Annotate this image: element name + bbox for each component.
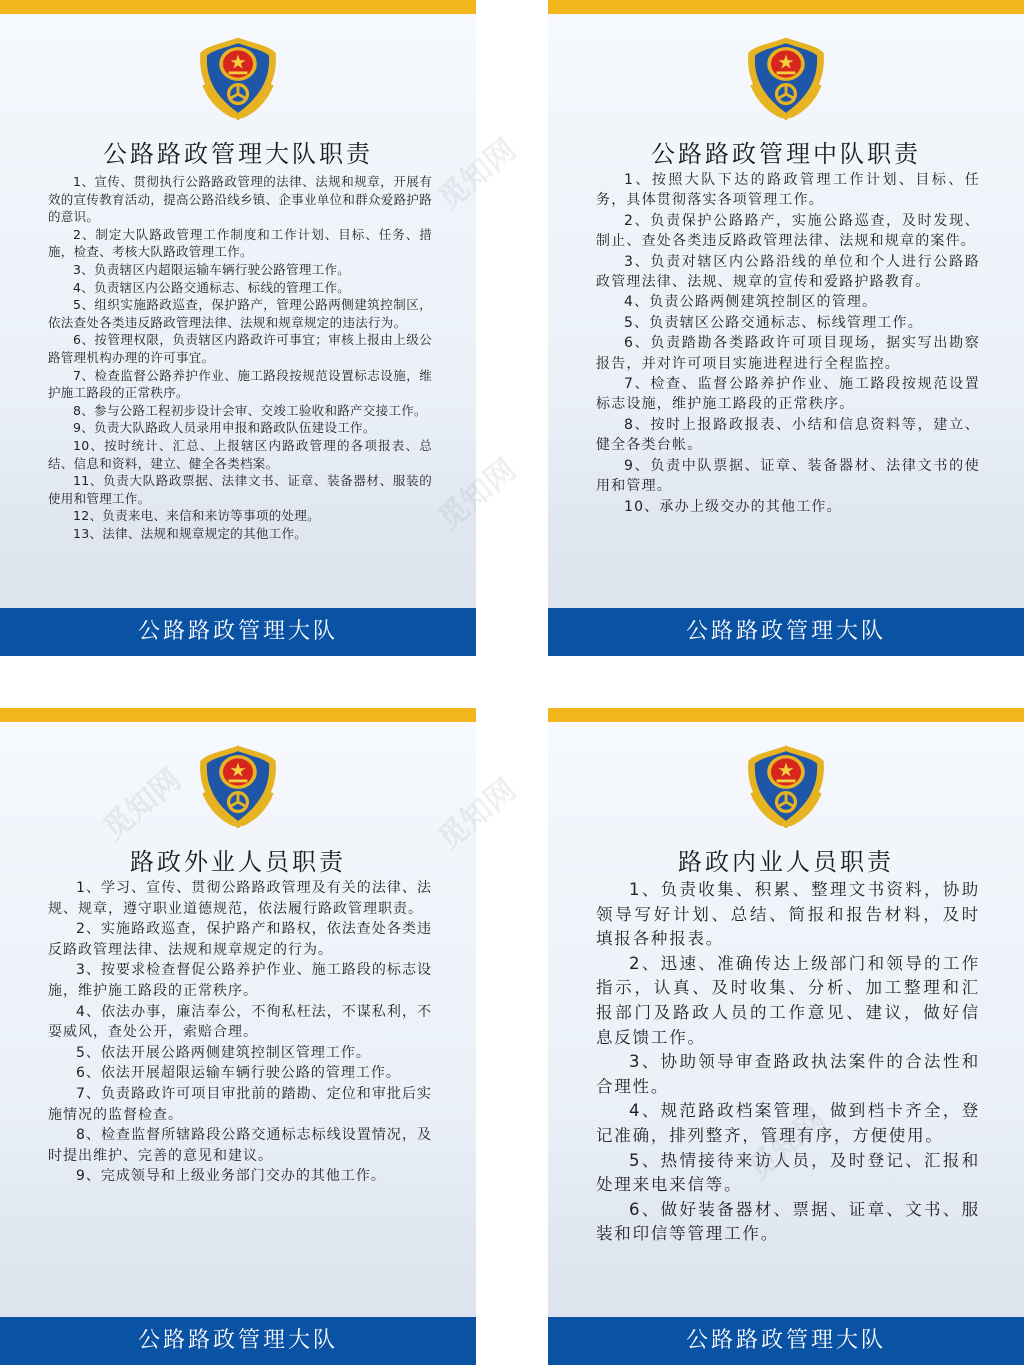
duty-board-squadron (548, 0, 1024, 656)
top-accent-stripe (548, 708, 1024, 722)
footer-band: 公路路政管理大队 (0, 608, 476, 656)
duty-item: 9、负责大队路政人员录用申报和路政队伍建设工作。 (73, 420, 376, 436)
duty-item: 7、检查监督公路养护作业、施工路段按规范设置标志设施，维护施工路段的正常秩序。 (48, 367, 432, 401)
duty-item: 7、负责路政许可项目审批前的踏勘、定位和审批后实施情况的监督检查。 (48, 1085, 432, 1123)
watermark-text: 觅知网 (431, 772, 523, 858)
emblem-icon (191, 32, 285, 126)
duty-board-field-staff (0, 708, 476, 1365)
duty-item: 4、依法办事，廉洁奉公，不徇私枉法，不谋私利，不耍威风，查处公开，索赔合理。 (48, 1003, 432, 1041)
duty-item: 3、协助领导审查路政执法案件的合法性和合理性。 (596, 1052, 980, 1096)
footer-band: 公路路政管理大队 (548, 1317, 1024, 1365)
duty-item: 1、学习、宣传、贯彻公路路政管理及有关的法律、法规、规章，遵守职业道德规范，依法履行路政管理职责。 (48, 880, 432, 917)
duty-item: 8、按时上报路政报表、小结和信息资料等，建立、健全各类台帐。 (596, 416, 980, 454)
duty-item: 1、按照大队下达的路政管理工作计划、目标、任务，具体贯彻落实各项管理工作。 (596, 172, 980, 209)
board-title: 路政内业人员职责 (678, 848, 894, 876)
duty-list (596, 170, 980, 517)
footer-band: 公路路政管理大队 (0, 1317, 476, 1365)
duty-item: 2、负责保护公路路产，实施公路巡查，及时发现、制止、查处各类违反路政管理法律、法规和规章的案件。 (596, 212, 980, 250)
footer-band: 公路路政管理大队 (548, 608, 1024, 656)
duty-item: 9、完成领导和上级业务部门交办的其他工作。 (76, 1168, 386, 1185)
duty-item: 13、法律、法规和规章规定的其他工作。 (73, 525, 308, 541)
duty-item: 8、参与公路工程初步设计会审、交竣工验收和路产交接工作。 (73, 402, 427, 418)
duty-item: 5、组织实施路政巡查，保护路产，管理公路两侧建筑控制区，依法查处各类违反路政管理法律、法规和规章规定的违法行为。 (48, 297, 432, 330)
duty-list (596, 878, 980, 1247)
duty-item: 12、负责来电、来信和来访等事项的处理。 (73, 508, 320, 524)
duty-item: 7、检查、监督公路养护作业、施工路段按规范设置标志设施，维护施工路段的正常秩序。 (596, 376, 980, 413)
duty-item: 10、按时统计、汇总、上报辖区内路政管理的各项报表、总结、信息和资料，建立、健全各类档案。 (48, 437, 432, 471)
board-title: 公路路政管理大队职责 (103, 140, 373, 168)
emblem-icon (191, 740, 285, 834)
duty-item: 4、规范路政档案管理，做到档卡齐全，登记准确，排列整齐，管理有序，方便使用。 (596, 1101, 980, 1145)
duty-item: 2、迅速、准确传达上级部门和领导的工作指示，认真、及时收集、分析、加工整理和汇报部门及路政人员的工作意见、建议，做好信息反馈工作。 (596, 953, 980, 1047)
duty-item: 5、依法开展公路两侧建筑控制区管理工作。 (76, 1044, 371, 1061)
duty-item: 6、做好装备器材、票据、证章、文书、服装和印信等管理工作。 (596, 1199, 980, 1244)
duty-item: 4、负责辖区内公路交通标志、标线的管理工作。 (73, 279, 351, 295)
duty-item: 3、负责辖区内超限运输车辆行驶公路管理工作。 (73, 261, 351, 277)
duty-item: 5、热情接待来访人员，及时登记、汇报和处理来电来信等。 (596, 1150, 980, 1195)
duty-item: 10、承办上级交办的其他工作。 (624, 498, 842, 515)
duty-board-brigade (0, 0, 476, 656)
board-title: 公路路政管理中队职责 (651, 140, 921, 168)
duty-item: 1、负责收集、积累、整理文书资料，协助领导写好计划、总结、简报和报告材料，及时填报各种报表。 (596, 880, 980, 949)
duty-item: 6、按管理权限，负责辖区内路政许可事宜；审核上报由上级公路管理机构办理的许可事宜。 (48, 332, 432, 365)
duty-item: 6、依法开展超限运输车辆行驶公路的管理工作。 (76, 1065, 401, 1082)
duty-item: 1、宣传、贯彻执行公路路政管理的法律、法规和规章，开展有效的宣传教育活动，提高公路沿线乡镇、企事业单位和群众爱路护路的意识。 (48, 174, 433, 225)
emblem-icon (739, 740, 833, 834)
duty-item: 11、负责大队路政票据、法律文书、证章、装备器材、服装的使用和管理工作。 (48, 473, 432, 506)
duty-board-office-staff (548, 708, 1024, 1365)
duty-item: 5、负责辖区公路交通标志、标线管理工作。 (624, 314, 923, 331)
duty-item: 6、负责踏勘各类路政许可项目现场，据实写出勘察报告，并对许可项目实施进程进行全程监控。 (596, 335, 980, 372)
watermark-text: 觅知网 (431, 452, 523, 538)
duty-item: 3、负责对辖区内公路沿线的单位和个人进行公路路政管理法律、法规、规章的宣传和爱路护路教育。 (596, 253, 980, 291)
top-accent-stripe (548, 0, 1024, 14)
duty-item: 3、按要求检查督促公路养护作业、施工路段的标志设施，维护施工路段的正常秩序。 (48, 962, 432, 999)
duty-item: 4、负责公路两侧建筑控制区的管理。 (624, 294, 878, 311)
top-accent-stripe (0, 0, 476, 14)
duty-list (48, 173, 432, 542)
duty-item: 8、检查监督所辖路段公路交通标志标线设置情况，及时提出维护、完善的意见和建议。 (48, 1127, 432, 1164)
duty-item: 9、负责中队票据、证章、装备器材、法律文书的使用和管理。 (596, 457, 980, 495)
board-title: 路政外业人员职责 (130, 848, 346, 876)
duty-item: 2、制定大队路政管理工作制度和工作计划、目标、任务、措施，检查、考核大队路政管理工作。 (48, 226, 432, 260)
duty-list (48, 878, 432, 1187)
watermark-text: 觅知网 (431, 132, 523, 218)
duty-item: 2、实施路政巡查，保护路产和路权，依法查处各类违反路政管理法律、法规和规章规定的行为。 (48, 921, 432, 958)
top-accent-stripe (0, 708, 476, 722)
emblem-icon (739, 32, 833, 126)
